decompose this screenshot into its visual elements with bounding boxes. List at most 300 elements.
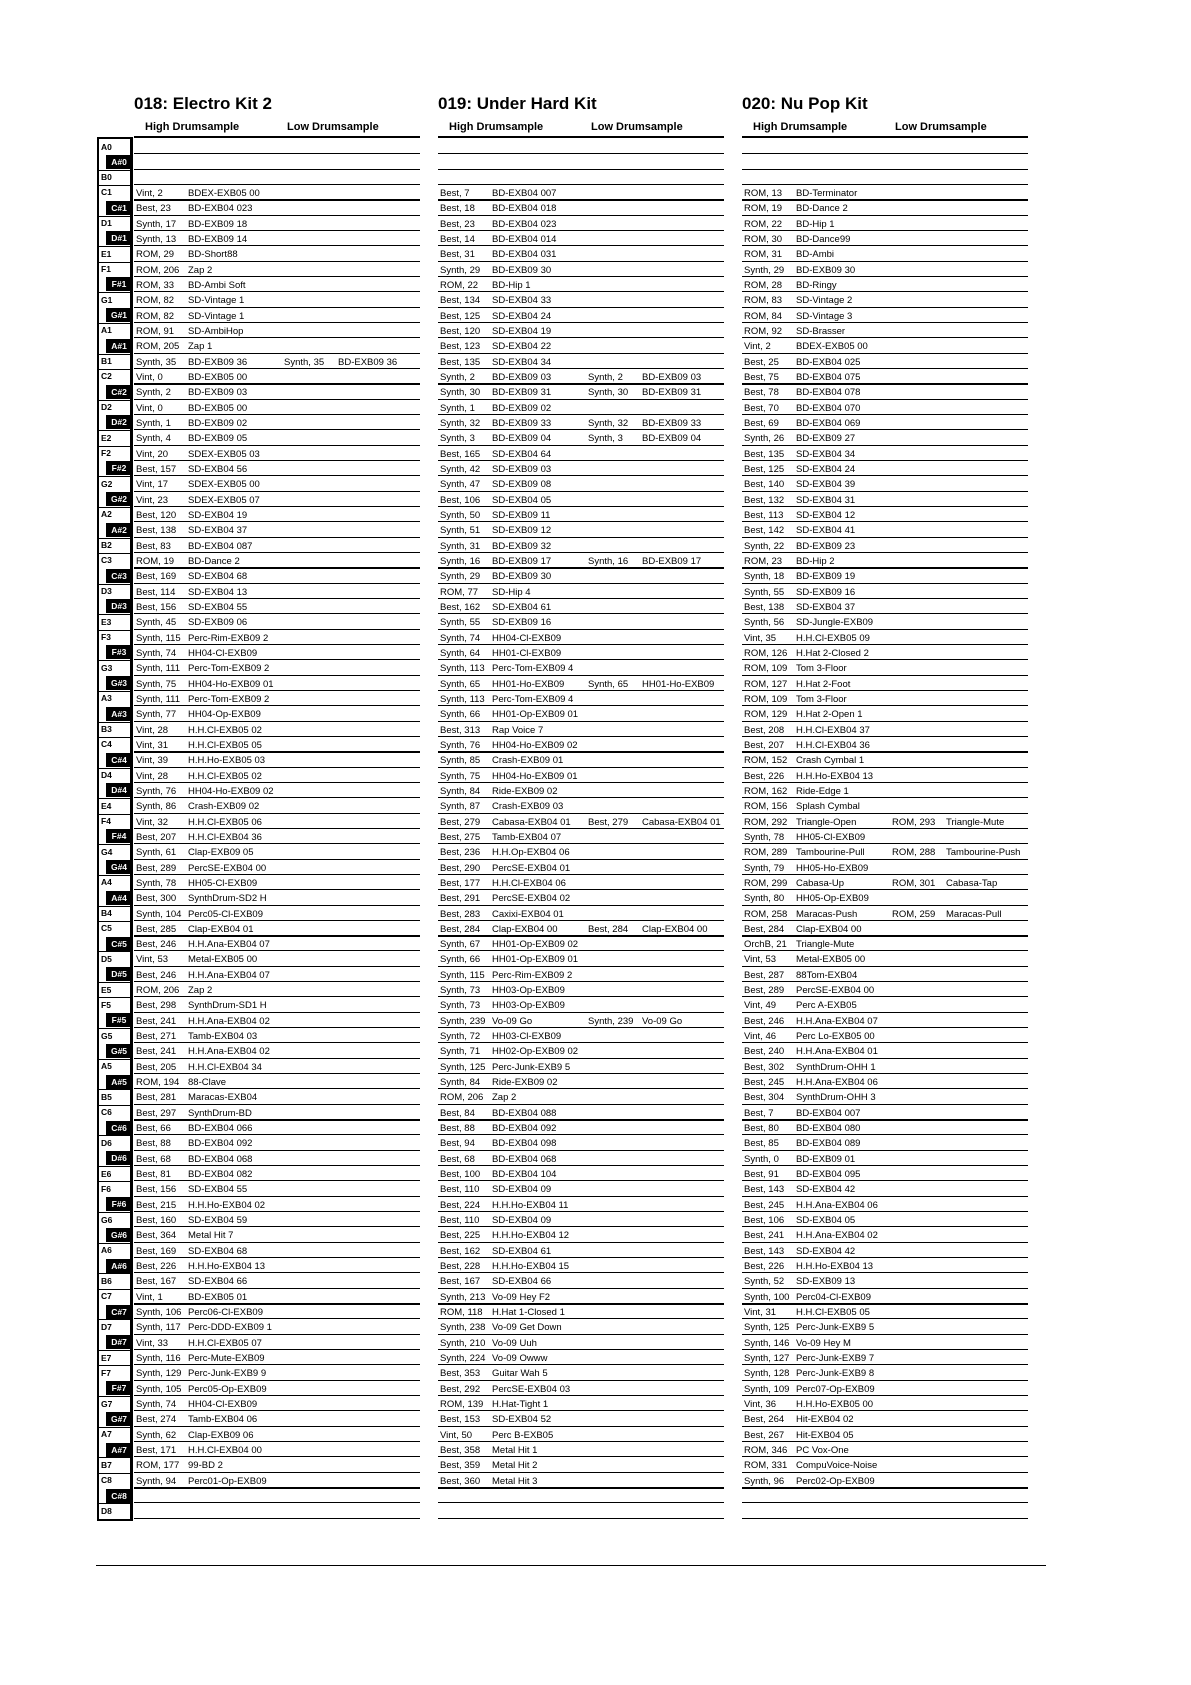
high-bank: Synth, 55 xyxy=(744,586,785,598)
row-rule xyxy=(438,859,724,861)
high-bank: Best, 290 xyxy=(440,862,481,874)
high-bank: Synth, 32 xyxy=(440,417,481,429)
high-bank: Vint, 17 xyxy=(136,479,169,491)
key-label: D#5 xyxy=(106,967,132,981)
high-bank: Synth, 45 xyxy=(136,617,177,629)
row-rule xyxy=(134,767,420,769)
key-divider xyxy=(97,185,133,186)
high-bank: Best, 274 xyxy=(136,1414,177,1426)
key-label: F#5 xyxy=(106,1013,132,1027)
high-bank: ROM, 23 xyxy=(744,555,783,567)
high-sample: HH02-Op-EXB09 02 xyxy=(492,1046,579,1058)
row-rule xyxy=(134,1088,420,1090)
key-label: G5 xyxy=(101,1030,113,1041)
row-rule xyxy=(134,1334,420,1336)
row-rule xyxy=(742,337,1028,339)
high-sample: Perc05-Cl-EXB09 xyxy=(188,908,263,920)
header-rule xyxy=(742,136,1028,138)
high-bank: ROM, 31 xyxy=(744,249,783,261)
high-sample: BD-Ambi Soft xyxy=(188,279,246,291)
high-bank: Synth, 79 xyxy=(744,862,785,874)
high-sample: H.Hat 2-Open 1 xyxy=(796,709,863,721)
high-bank: Best, 207 xyxy=(744,739,785,751)
high-sample: H.H.Ana-EXB04 02 xyxy=(188,1046,270,1058)
high-bank: Synth, 105 xyxy=(136,1383,182,1395)
high-sample: H.H.Ho-EXB04 15 xyxy=(492,1261,570,1273)
row-rule xyxy=(742,291,1028,293)
row-rule xyxy=(134,1150,420,1152)
high-sample: BD-Ringy xyxy=(796,279,837,291)
high-bank: Synth, 76 xyxy=(136,785,177,797)
row-rule xyxy=(438,721,724,723)
row-rule xyxy=(742,567,1028,570)
high-sample: BD-EXB05 01 xyxy=(188,1291,248,1303)
high-sample: Metal Hit 2 xyxy=(492,1460,538,1472)
high-bank: Best, 205 xyxy=(136,1061,177,1073)
high-bank: Best, 228 xyxy=(440,1261,481,1273)
high-sample: Hit-EXB04 05 xyxy=(796,1429,854,1441)
row-rule xyxy=(742,1410,1028,1412)
high-bank: Best, 287 xyxy=(744,969,785,981)
row-rule xyxy=(438,1410,724,1412)
key-label: C#2 xyxy=(106,385,132,399)
row-rule xyxy=(134,1426,420,1428)
high-bank: Synth, 52 xyxy=(744,1276,785,1288)
high-bank: Best, 140 xyxy=(744,479,785,491)
row-rule xyxy=(438,1104,724,1106)
high-sample: BD-EXB04 069 xyxy=(796,417,861,429)
row-rule xyxy=(134,1027,420,1029)
row-rule xyxy=(134,537,420,539)
row-rule xyxy=(134,828,420,830)
key-label: D1 xyxy=(101,218,112,229)
row-rule xyxy=(438,1272,724,1274)
high-bank: Synth, 94 xyxy=(136,1475,177,1487)
row-rule xyxy=(438,215,724,217)
row-rule xyxy=(742,1257,1028,1259)
high-bank: Synth, 75 xyxy=(136,678,177,690)
high-sample: PercSE-EXB04 03 xyxy=(492,1383,571,1395)
row-rule xyxy=(742,276,1028,278)
high-sample: SDEX-EXB05 00 xyxy=(188,479,260,491)
high-sample: SynthDrum-BD xyxy=(188,1107,252,1119)
high-sample: HH05-Cl-EXB09 xyxy=(188,877,258,889)
row-rule xyxy=(742,598,1028,600)
high-bank: ROM, 206 xyxy=(136,264,180,276)
row-rule xyxy=(134,659,420,661)
high-bank: Synth, 1 xyxy=(136,417,171,429)
row-rule xyxy=(134,276,420,278)
row-rule xyxy=(438,1456,724,1458)
high-sample: Metal-EXB05 00 xyxy=(796,954,866,966)
row-rule xyxy=(438,905,724,907)
high-bank: Best, 85 xyxy=(744,1138,779,1150)
high-sample: SD-EXB04 12 xyxy=(796,509,856,521)
key-label: E3 xyxy=(101,616,112,627)
key-label: B2 xyxy=(101,540,112,551)
row-rule xyxy=(134,782,420,784)
row-rule xyxy=(438,935,724,938)
key-label: D3 xyxy=(101,586,112,597)
high-sample: Ride-Edge 1 xyxy=(796,785,849,797)
high-sample: BD-EXB05 00 xyxy=(188,402,248,414)
high-sample: 88-Clave xyxy=(188,1077,227,1089)
row-rule xyxy=(438,261,724,263)
key-divider xyxy=(97,1350,133,1351)
high-sample: SD-Brasser xyxy=(796,325,846,337)
high-bank: Best, 359 xyxy=(440,1460,481,1472)
row-rule xyxy=(438,1119,724,1122)
row-rule xyxy=(438,1226,724,1228)
row-rule xyxy=(438,705,724,707)
row-rule xyxy=(742,966,1028,968)
high-bank: Best, 153 xyxy=(440,1414,481,1426)
high-bank: ROM, 194 xyxy=(136,1077,180,1089)
key-label: G#1 xyxy=(106,308,132,322)
high-sample: SD-EXB04 55 xyxy=(188,1184,248,1196)
row-rule xyxy=(438,583,724,585)
row-rule xyxy=(742,905,1028,907)
key-label: B0 xyxy=(101,172,112,183)
high-bank: Synth, 125 xyxy=(744,1322,790,1334)
key-divider xyxy=(97,538,133,539)
high-bank: Synth, 66 xyxy=(440,709,481,721)
row-rule xyxy=(742,1472,1028,1474)
high-bank: Vint, 28 xyxy=(136,770,169,782)
row-rule xyxy=(742,521,1028,523)
row-rule xyxy=(742,889,1028,891)
row-rule xyxy=(134,445,420,447)
high-sample: SD-EXB04 34 xyxy=(492,356,552,368)
row-rule xyxy=(134,1318,420,1320)
high-bank: ROM, 22 xyxy=(744,218,783,230)
row-rule xyxy=(438,276,724,278)
key-label: C#3 xyxy=(106,569,132,583)
high-bank: Synth, 104 xyxy=(136,908,182,920)
key-label: F#6 xyxy=(106,1197,132,1211)
low-bank: Synth, 2 xyxy=(588,371,623,383)
row-rule xyxy=(438,797,724,799)
row-rule xyxy=(438,828,724,830)
high-bank: Best, 75 xyxy=(744,371,779,383)
row-rule xyxy=(134,859,420,861)
row-rule xyxy=(438,1150,724,1152)
high-sample: BDEX-EXB05 00 xyxy=(796,341,868,353)
key-label: B5 xyxy=(101,1091,112,1102)
high-sample: Perc-Mute-EXB09 xyxy=(188,1353,265,1365)
high-bank: Synth, 4 xyxy=(136,433,171,445)
key-divider xyxy=(97,660,133,661)
high-sample: HH05-Op-EXB09 xyxy=(796,893,869,905)
high-sample: SD-EXB04 19 xyxy=(492,325,552,337)
low-bank: ROM, 301 xyxy=(892,877,936,889)
row-rule xyxy=(438,368,724,370)
high-sample: H.H.Ana-EXB04 01 xyxy=(796,1046,878,1058)
high-sample: PC Vox-One xyxy=(796,1445,849,1457)
key-label: G#7 xyxy=(106,1412,132,1426)
high-sample: HH04-Ho-EXB09 02 xyxy=(492,739,578,751)
row-rule xyxy=(438,153,724,155)
high-bank: Best, 302 xyxy=(744,1061,785,1073)
row-rule xyxy=(742,843,1028,845)
high-sample: BD-EXB04 092 xyxy=(492,1123,557,1135)
high-sample: SD-Hip 4 xyxy=(492,586,531,598)
high-sample: Vo-09 Hey F2 xyxy=(492,1291,551,1303)
row-rule xyxy=(134,552,420,554)
header-high-drumsample: High Drumsample xyxy=(753,121,848,133)
row-rule xyxy=(742,1058,1028,1060)
row-rule xyxy=(134,153,420,155)
key-divider xyxy=(97,1212,133,1213)
high-bank: Synth, 0 xyxy=(744,1153,779,1165)
key-label: A#1 xyxy=(106,339,132,353)
key-label: F#7 xyxy=(106,1381,132,1395)
key-divider xyxy=(97,354,133,355)
high-bank: ROM, 162 xyxy=(744,785,788,797)
high-bank: Synth, 74 xyxy=(136,1399,177,1411)
high-sample: SD-Vintage 1 xyxy=(188,310,245,322)
high-bank: Best, 245 xyxy=(744,1199,785,1211)
high-sample: Perc01-Op-EXB09 xyxy=(188,1475,267,1487)
high-bank: ROM, 118 xyxy=(440,1307,483,1319)
high-bank: Synth, 62 xyxy=(136,1429,177,1441)
key-label: F5 xyxy=(101,999,111,1010)
row-rule xyxy=(742,935,1028,938)
high-sample: SD-EXB04 34 xyxy=(796,448,856,460)
high-bank: Best, 160 xyxy=(136,1215,177,1227)
high-sample: HH01-Op-EXB09 01 xyxy=(492,709,579,721)
high-sample: SD-EXB09 16 xyxy=(492,617,552,629)
high-bank: Synth, 29 xyxy=(440,571,481,583)
high-bank: Vint, 32 xyxy=(136,816,169,828)
row-rule xyxy=(742,751,1028,754)
high-sample: H.H.Ho-EXB04 12 xyxy=(492,1230,570,1242)
high-sample: H.H.Ho-EXB04 13 xyxy=(796,770,874,782)
high-sample: H.H.Cl-EXB04 06 xyxy=(492,877,566,889)
row-rule xyxy=(134,1410,420,1412)
high-sample: BD-EXB04 088 xyxy=(492,1107,557,1119)
key-divider xyxy=(97,1243,133,1244)
high-bank: Synth, 47 xyxy=(440,479,481,491)
high-bank: Best, 69 xyxy=(744,417,779,429)
key-divider xyxy=(97,1028,133,1029)
high-bank: Best, 156 xyxy=(136,601,177,613)
high-bank: Best, 135 xyxy=(440,356,481,368)
high-sample: HH04-Op-EXB09 xyxy=(188,709,261,721)
high-bank: Vint, 28 xyxy=(136,724,169,736)
row-rule xyxy=(438,1395,724,1397)
high-bank: Synth, 42 xyxy=(440,463,481,475)
high-sample: HH03-Cl-EXB09 xyxy=(492,1031,562,1043)
high-sample: H.H.Cl-EXB04 37 xyxy=(796,724,870,736)
high-bank: Best, 207 xyxy=(136,831,177,843)
row-rule xyxy=(742,996,1028,998)
row-rule xyxy=(134,368,420,370)
key-label: C#7 xyxy=(106,1305,132,1319)
high-bank: Best, 125 xyxy=(744,463,785,475)
row-rule xyxy=(438,1257,724,1259)
row-rule xyxy=(134,996,420,998)
high-bank: Synth, 106 xyxy=(136,1307,182,1319)
high-sample: Crash-EXB09 01 xyxy=(492,755,564,767)
key-label: D#4 xyxy=(106,783,132,797)
row-rule xyxy=(134,813,420,815)
key-divider xyxy=(97,476,133,477)
high-sample: BD-Dance99 xyxy=(796,233,851,245)
row-rule xyxy=(438,552,724,554)
key-label: A#3 xyxy=(106,707,132,721)
row-rule xyxy=(438,996,724,998)
high-sample: Zap 1 xyxy=(188,341,213,353)
row-rule xyxy=(134,1349,420,1351)
high-sample: Metal Hit 7 xyxy=(188,1230,234,1242)
row-rule xyxy=(134,751,420,754)
key-label: A6 xyxy=(101,1245,112,1256)
row-rule xyxy=(438,537,724,539)
high-bank: Best, 165 xyxy=(440,448,481,460)
row-rule xyxy=(134,1257,420,1259)
row-rule xyxy=(134,1073,420,1075)
high-bank: Best, 138 xyxy=(136,525,177,537)
high-bank: ROM, 13 xyxy=(744,187,783,199)
high-bank: ROM, 152 xyxy=(744,755,788,767)
row-rule xyxy=(742,782,1028,784)
row-rule xyxy=(134,629,420,631)
row-rule xyxy=(134,307,420,309)
high-sample: SD-EXB09 11 xyxy=(492,509,551,521)
key-label: G#2 xyxy=(106,492,132,506)
high-sample: Triangle-Open xyxy=(796,816,857,828)
row-rule xyxy=(742,1364,1028,1366)
row-rule xyxy=(134,383,420,386)
high-sample: BD-EXB04 080 xyxy=(796,1123,861,1135)
high-sample: BD-EXB09 18 xyxy=(188,218,248,230)
high-bank: Best, 23 xyxy=(136,203,171,215)
key-label: D#2 xyxy=(106,415,132,429)
high-bank: ROM, 289 xyxy=(744,847,788,859)
high-sample: SD-EXB04 24 xyxy=(492,310,552,322)
high-sample: Perc-Junk-EXB9 7 xyxy=(796,1353,875,1365)
high-sample: SD-EXB04 37 xyxy=(796,601,856,613)
high-sample: BD-Terminator xyxy=(796,187,858,199)
row-rule xyxy=(438,1180,724,1182)
high-bank: Best, 300 xyxy=(136,893,177,905)
key-label: C#8 xyxy=(106,1489,132,1503)
row-rule xyxy=(134,690,420,692)
high-bank: ROM, 177 xyxy=(136,1460,180,1472)
high-bank: Synth, 51 xyxy=(440,525,481,537)
row-rule xyxy=(742,1487,1028,1490)
high-sample: BD-EXB09 33 xyxy=(492,417,552,429)
row-rule xyxy=(438,383,724,386)
high-sample: HH04-Ho-EXB09 02 xyxy=(188,785,274,797)
high-bank: Best, 246 xyxy=(744,1015,785,1027)
row-rule xyxy=(438,184,724,186)
row-rule xyxy=(742,491,1028,493)
high-sample: SD-EXB09 03 xyxy=(492,463,552,475)
high-sample: Maracas-Push xyxy=(796,908,858,920)
row-rule xyxy=(134,613,420,615)
row-rule xyxy=(134,1242,420,1244)
key-label: E7 xyxy=(101,1352,112,1363)
high-bank: Best, 241 xyxy=(744,1230,785,1242)
header-low-drumsample: Low Drumsample xyxy=(895,121,987,133)
high-bank: Best, 169 xyxy=(136,1245,177,1257)
high-bank: ROM, 292 xyxy=(744,816,788,828)
row-rule xyxy=(742,460,1028,462)
high-sample: Guitar Wah 5 xyxy=(492,1368,548,1380)
high-bank: Synth, 74 xyxy=(440,632,481,644)
high-sample: Clap-EXB09 06 xyxy=(188,1429,254,1441)
row-rule xyxy=(438,981,724,983)
high-sample: Perc07-Op-EXB09 xyxy=(796,1383,875,1395)
key-divider xyxy=(97,614,133,615)
low-bank: ROM, 293 xyxy=(892,816,936,828)
row-rule xyxy=(742,859,1028,861)
key-divider xyxy=(97,170,133,171)
high-bank: ROM, 299 xyxy=(744,877,788,889)
key-label: C4 xyxy=(101,739,112,750)
high-sample: SD-EXB09 13 xyxy=(796,1276,856,1288)
row-rule xyxy=(134,399,420,401)
high-bank: Best, 70 xyxy=(744,402,779,414)
high-bank: Synth, 84 xyxy=(440,785,481,797)
key-divider xyxy=(97,722,133,723)
key-label: A3 xyxy=(101,693,112,704)
high-sample: H.H.Ana-EXB04 07 xyxy=(188,969,270,981)
key-label: F6 xyxy=(101,1183,111,1194)
high-sample: Perc-Rim-EXB09 2 xyxy=(188,632,269,644)
high-bank: Vint, 46 xyxy=(744,1031,777,1043)
high-sample: BD-EXB09 27 xyxy=(796,433,856,445)
high-bank: Synth, 2 xyxy=(136,387,171,399)
row-rule xyxy=(134,1303,420,1306)
row-rule xyxy=(742,1211,1028,1213)
key-divider xyxy=(97,246,133,247)
high-bank: Best, 113 xyxy=(744,509,784,521)
high-sample: BD-EXB09 04 xyxy=(492,433,552,445)
high-sample: SD-AmbiHop xyxy=(188,325,244,337)
high-bank: ROM, 30 xyxy=(744,233,783,245)
key-divider xyxy=(97,997,133,998)
high-sample: BD-Hip 2 xyxy=(796,555,835,567)
key-divider xyxy=(97,584,133,585)
row-rule xyxy=(742,1318,1028,1320)
high-sample: BD-EXB04 095 xyxy=(796,1169,861,1181)
row-rule xyxy=(742,552,1028,554)
row-rule xyxy=(134,1441,420,1443)
high-bank: Best, 66 xyxy=(136,1123,171,1135)
high-sample: Tom 3-Floor xyxy=(796,663,847,675)
high-sample: BD-EXB04 068 xyxy=(492,1153,557,1165)
key-label: C#6 xyxy=(106,1121,132,1135)
row-rule xyxy=(134,1196,420,1198)
high-sample: BD-Dance 2 xyxy=(796,203,848,215)
key-divider xyxy=(97,1473,133,1474)
high-bank: Synth, 73 xyxy=(440,985,481,997)
row-rule xyxy=(742,644,1028,646)
high-bank: Best, 236 xyxy=(440,847,481,859)
row-rule xyxy=(134,567,420,570)
high-bank: Best, 226 xyxy=(744,770,785,782)
high-sample: BD-EXB04 031 xyxy=(492,249,557,261)
bottom-rule xyxy=(96,1565,1046,1566)
row-rule xyxy=(742,613,1028,615)
high-bank: Best, 100 xyxy=(440,1169,481,1181)
high-bank: ROM, 206 xyxy=(136,985,180,997)
high-bank: Vint, 23 xyxy=(136,494,169,506)
key-label: F1 xyxy=(101,264,111,275)
